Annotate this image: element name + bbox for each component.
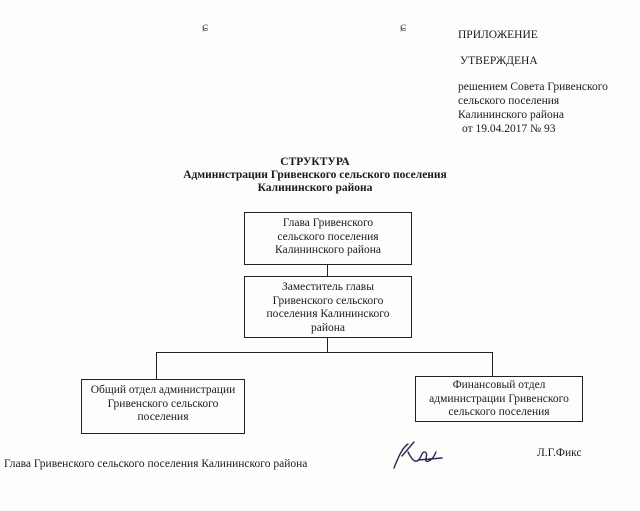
title-line: СТРУКТУРА: [280, 156, 350, 168]
approval-date-number: от 19.04.2017 № 93: [462, 123, 556, 135]
box-line: Общий отдел администрации: [90, 384, 236, 396]
approval-line: решением Совета Гривенского: [458, 81, 608, 93]
appendix-label: ПРИЛОЖЕНИЕ: [458, 29, 538, 41]
box-line: администрации Гривенского: [429, 392, 569, 405]
approved-label: УТВЕРЖДЕНА: [460, 55, 538, 67]
connector-right-drop: [492, 352, 493, 376]
box-line: поселения: [137, 411, 189, 423]
title-line: Администрации Гривенского сельского поселения: [183, 169, 447, 181]
document-title: [130, 156, 500, 195]
approval-line: сельского поселения: [458, 95, 560, 107]
box-line: Финансовый отдел: [452, 379, 546, 391]
connector-head-deputy: [327, 265, 328, 276]
box-line: Гривенского сельского: [272, 294, 384, 307]
box-line: Гривенского сельского: [107, 397, 219, 410]
box-line: района: [310, 321, 346, 334]
scan-mark-left: ɕ: [202, 20, 209, 35]
signatory-position: Глава Гривенского сельского поселения Калининского района: [4, 458, 308, 470]
connector-left-drop: [156, 352, 157, 379]
org-box-finance-dept: [415, 376, 583, 422]
box-line: Заместитель главы: [282, 281, 374, 293]
connector-deputy-down: [327, 338, 328, 353]
approval-line: Калининского района: [458, 109, 565, 121]
box-line: Глава Гривенского: [282, 217, 374, 229]
title-line: Калининского района: [257, 182, 373, 194]
org-box-deputy: [244, 276, 412, 338]
org-box-general-dept: [81, 379, 245, 434]
signature-image: [388, 438, 448, 474]
box-line: Калининского района: [274, 244, 381, 256]
connector-horizontal: [156, 352, 493, 353]
signatory-name: Л.Г.Фикс: [537, 447, 582, 459]
scan-mark-right: ɕ: [400, 20, 407, 35]
box-line: сельского поселения: [448, 406, 550, 418]
box-line: поселения Калининского: [266, 308, 390, 320]
approval-block: [458, 28, 636, 136]
org-box-head: [244, 212, 412, 265]
box-line: сельского поселения: [277, 230, 379, 243]
